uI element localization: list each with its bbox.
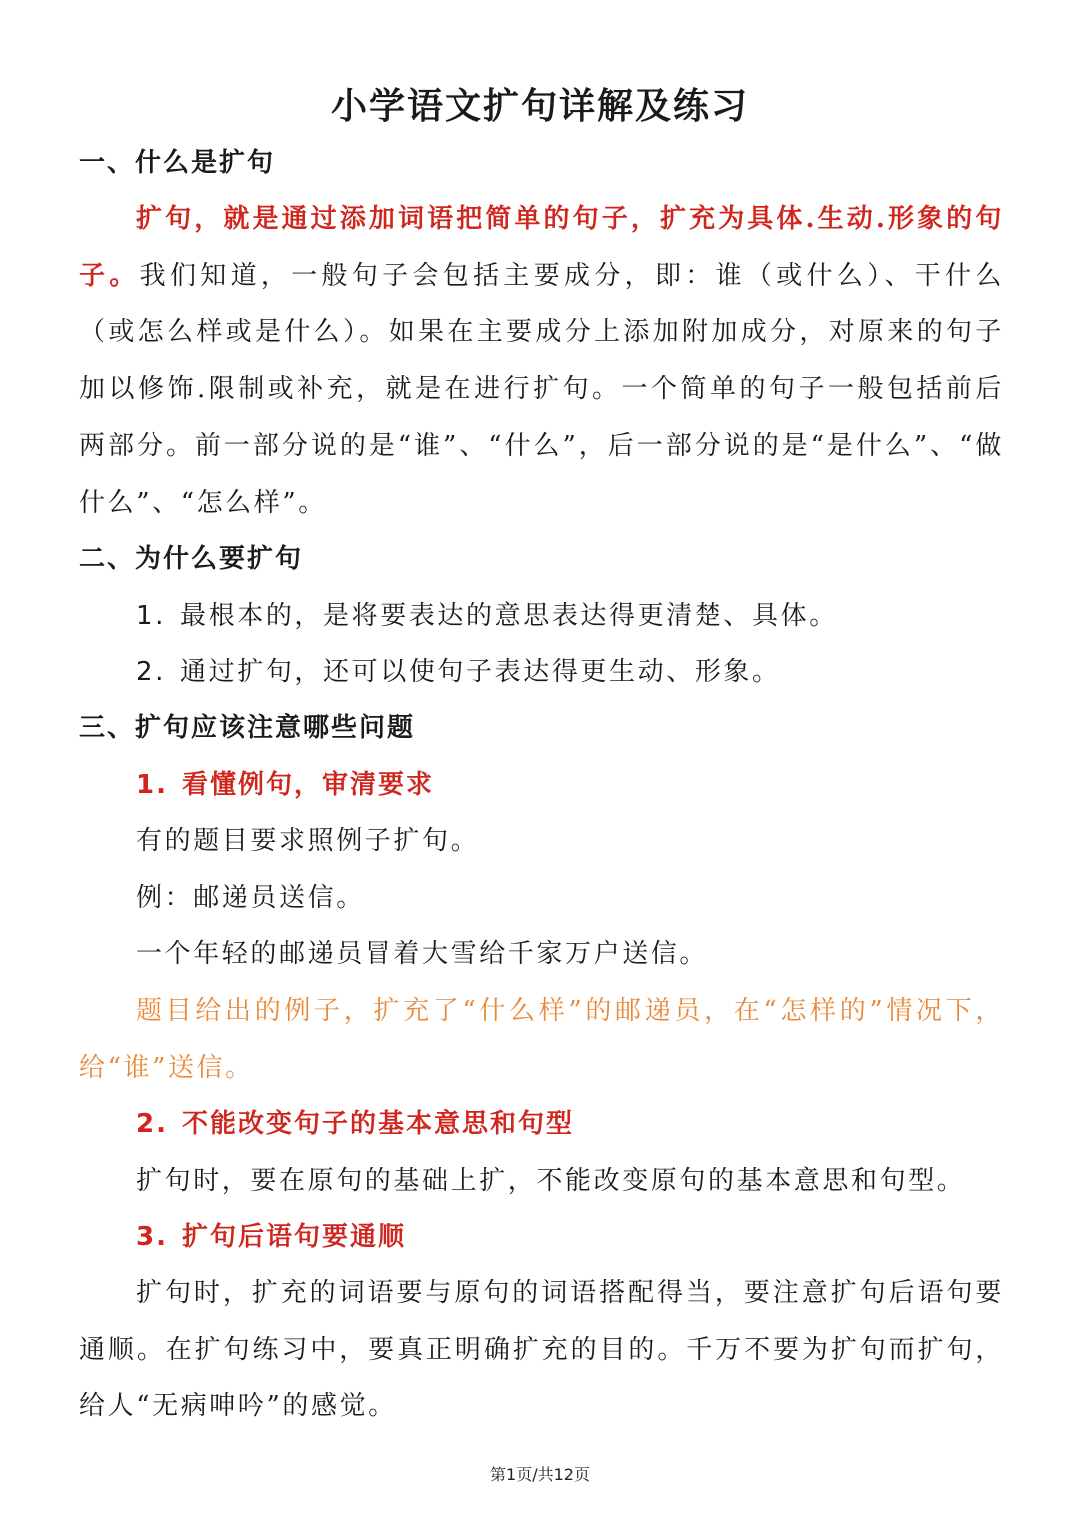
subsection-title: 扩句后语句要通顺 (181, 1222, 406, 1252)
subsection-number: 2. (136, 1109, 168, 1139)
example-original: 例：邮递员送信。 (136, 883, 365, 913)
subsection-number: 3. (136, 1222, 168, 1252)
subsection-title: 不能改变句子的基本意思和句型 (181, 1109, 574, 1139)
definition-text: 扩句，就是通过添加词语把简单的句子，扩充为具体.生动.形象的句子。 (79, 204, 1004, 291)
item-text: 通过扩句，还可以使句子表达得更生动、形象。 (180, 657, 781, 687)
section-1-paragraph (79, 191, 1004, 531)
subsection-1-heading (136, 765, 434, 805)
subsection-title: 看懂例句，审清要求 (181, 770, 434, 800)
section-3-heading: 三、扩句应该注意哪些问题 (79, 713, 416, 743)
page-title: 小学语文扩句详解及练习 (330, 85, 749, 127)
item-number: 2. (136, 657, 167, 687)
subsection-3-heading (136, 1217, 406, 1257)
item-text: 最根本的，是将要表达的意思表达得更清楚、具体。 (180, 601, 838, 631)
section-1-body: 我们知道，一般句子会包括主要成分，即：谁（或什么）、干什么（或怎么样或是什么）。如果在主要成分上添加附加成分，对原来的句子加以修饰.限制或补充，就是在进行扩句。一个简单的句子一般包括前后两部分。前一部分说的是“谁”、“什么”，后一部分说的是“是什么”、“做什么”、“怎么样”。 (79, 260, 1005, 518)
subsection-1-line-1: 有的题目要求照例子扩句。 (136, 826, 480, 856)
section-2-item-2 (136, 652, 781, 692)
subsection-2-heading (136, 1104, 574, 1144)
example-note: 题目给出的例子，扩充了“什么样”的邮递员，在“怎样的”情况下，给“谁”送信。 (79, 996, 1004, 1083)
item-number: 1. (136, 601, 167, 631)
section-2-item-1 (136, 596, 838, 636)
example-expanded: 一个年轻的邮递员冒着大雪给千家万户送信。 (136, 939, 709, 969)
section-2-heading: 二、为什么要扩句 (79, 544, 304, 574)
page-number: 第1页/共12页 (490, 1465, 590, 1484)
section-1-heading: 一、什么是扩句 (79, 148, 276, 178)
subsection-number: 1. (136, 770, 168, 800)
subsection-2-text: 扩句时，要在原句的基础上扩，不能改变原句的基本意思和句型。 (136, 1166, 966, 1196)
subsection-3-text: 扩句时，扩充的词语要与原句的词语搭配得当，要注意扩句后语句要通顺。在扩句练习中，要真正明确扩充的目的。千万不要为扩句而扩句，给人“无病呻吟”的感觉。 (79, 1278, 1004, 1422)
